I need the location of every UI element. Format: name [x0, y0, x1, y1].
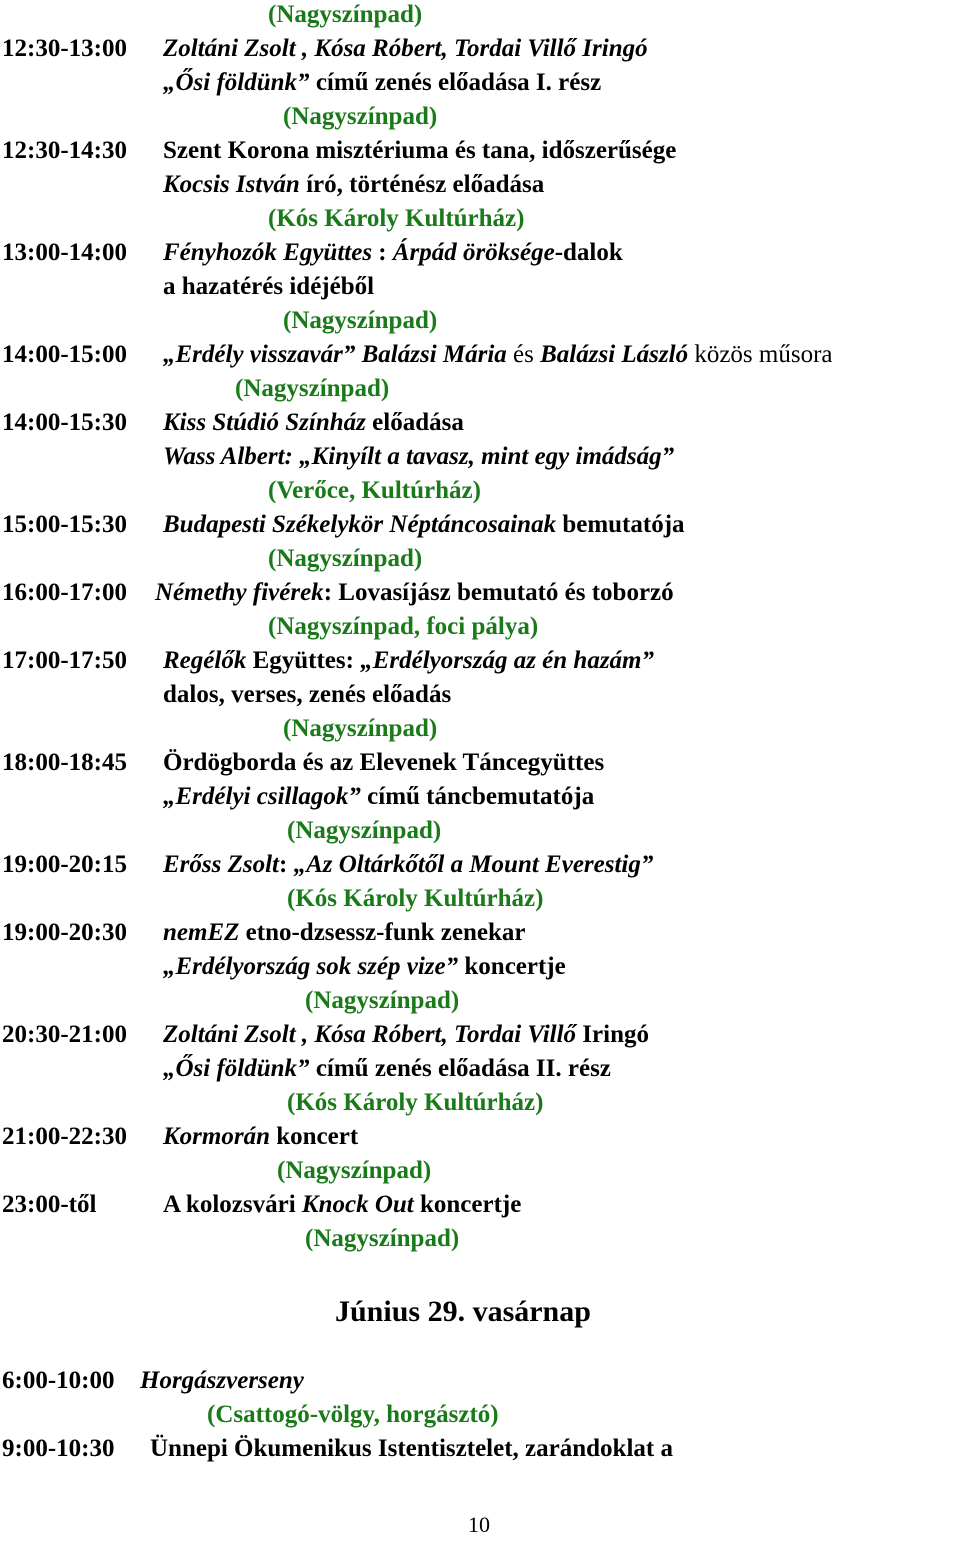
time-slot: 13:00-14:00 — [2, 239, 127, 266]
event-description — [163, 918, 526, 948]
venue-label: (Kós Károly Kultúrház) — [287, 1089, 544, 1116]
event-description — [163, 34, 648, 64]
text-run: „Ősi földünk” — [163, 69, 310, 96]
text-run: című zenés előadása I. rész — [309, 69, 602, 96]
text-run: Iringó — [576, 1021, 649, 1048]
venue-label: (Nagyszínpad) — [283, 103, 438, 130]
text-run: A kolozsvári — [163, 1191, 302, 1218]
program-line — [2, 510, 960, 540]
event-description — [163, 1122, 358, 1152]
text-run: közös műsora — [688, 341, 833, 368]
venue-label: (Csattogó-völgy, horgásztó) — [207, 1401, 499, 1428]
program-line — [2, 850, 960, 880]
time-slot: 12:30-14:30 — [2, 137, 127, 164]
text-run: Knock Out — [301, 1191, 414, 1218]
event-description — [163, 136, 676, 166]
text-run: Erőss Zsolt — [163, 851, 280, 878]
venue-label: (Nagyszínpad) — [268, 545, 423, 572]
text-run: Balázsi László — [540, 341, 689, 368]
program-line — [2, 1434, 960, 1464]
text-run: Balázsi Mária — [361, 341, 507, 368]
program-line — [2, 170, 960, 200]
text-run: bemutatója — [556, 511, 685, 538]
day-heading: Június 29. vasárnap — [335, 1295, 591, 1328]
program-line — [2, 408, 960, 438]
program-line — [2, 1122, 960, 1152]
text-run: Fényhozók Együttes — [163, 239, 373, 266]
program-line — [2, 952, 960, 982]
program-line — [2, 748, 960, 778]
text-run: Árpád öröksége — [392, 239, 555, 266]
text-run: című zenés előadása II. rész — [309, 1055, 611, 1082]
program-line — [2, 136, 960, 166]
program-line — [2, 68, 960, 98]
text-run: „Az Oltárkőtől a Mount Everestig” — [293, 851, 654, 878]
program-line — [2, 918, 960, 948]
program-line — [2, 272, 960, 302]
event-description — [150, 1434, 673, 1464]
event-description — [163, 1020, 649, 1050]
time-slot: 19:00-20:15 — [2, 851, 127, 878]
text-run: Kocsis István — [163, 171, 300, 198]
event-description — [163, 170, 544, 200]
text-run: dalos, verses, zenés előadás — [163, 681, 452, 708]
program-line — [2, 442, 960, 472]
venue-label: (Nagyszínpad) — [305, 987, 460, 1014]
text-run: és — [506, 341, 541, 368]
text-run: koncert — [269, 1123, 359, 1150]
text-run: Horgászverseny — [140, 1367, 304, 1394]
venue-label: (Nagyszínpad) — [268, 1, 423, 28]
time-slot: 12:30-13:00 — [2, 35, 127, 62]
event-description — [163, 340, 833, 370]
event-description — [163, 1054, 611, 1084]
program-line — [2, 1020, 960, 1050]
event-description — [163, 850, 653, 880]
venue-label: (Nagyszínpad) — [283, 715, 438, 742]
event-description — [163, 68, 601, 98]
time-slot: 15:00-15:30 — [2, 511, 127, 538]
text-run: előadása — [365, 409, 464, 436]
text-run: Budapesti Székelykör Néptáncosainak — [163, 511, 557, 538]
venue-label: (Nagyszínpad) — [305, 1225, 460, 1252]
event-description — [163, 952, 566, 982]
text-run: etno-dzsessz-funk zenekar — [239, 919, 526, 946]
time-slot: 9:00-10:30 — [2, 1435, 115, 1462]
text-run: Kiss Stúdió Színház — [163, 409, 366, 436]
text-run: „Erdély visszavár” — [163, 341, 356, 368]
program-line — [2, 1190, 960, 1220]
text-run: író, történész előadása — [299, 171, 545, 198]
event-description — [140, 1366, 304, 1396]
text-run: „Ősi földünk” — [163, 1055, 310, 1082]
text-run: Kormorán — [163, 1123, 270, 1150]
text-run: „Erdélyország sok szép vize” — [163, 953, 459, 980]
venue-label: (Verőce, Kultúrház) — [268, 477, 481, 504]
time-slot: 17:00-17:50 — [2, 647, 127, 674]
event-description — [163, 680, 451, 710]
text-run: a hazatérés idéjéből — [163, 273, 375, 300]
time-slot: 23:00-től — [2, 1191, 97, 1218]
event-description — [163, 1190, 521, 1220]
venue-label: (Nagyszínpad) — [235, 375, 390, 402]
event-description — [163, 748, 604, 778]
event-description — [163, 782, 594, 812]
program-line — [2, 680, 960, 710]
text-run: : — [372, 239, 393, 266]
time-slot: 14:00-15:30 — [2, 409, 127, 436]
time-slot: 21:00-22:30 — [2, 1123, 127, 1150]
text-run: Némethy fivérek — [155, 579, 324, 606]
program-line — [2, 340, 960, 370]
venue-label: (Nagyszínpad, foci pálya) — [268, 613, 539, 640]
text-run: : Lovasíjász bemutató és toborzó — [323, 579, 674, 606]
text-run: koncertje — [458, 953, 566, 980]
venue-label: (Kós Károly Kultúrház) — [287, 885, 544, 912]
text-run: Regélők — [163, 647, 247, 674]
program-line — [2, 578, 960, 608]
text-run: : — [279, 851, 294, 878]
text-run: Ördögborda és az Elevenek Táncegyüttes — [163, 749, 605, 776]
text-run: Wass Albert: „Kinyílt a tavasz, mint egy imádság” — [163, 443, 675, 470]
time-slot: 16:00-17:00 — [2, 579, 127, 606]
event-description — [163, 442, 674, 472]
event-description — [163, 272, 374, 302]
text-run: koncertje — [413, 1191, 522, 1218]
text-run: Együttes: — [246, 647, 361, 674]
venue-label: (Nagyszínpad) — [277, 1157, 432, 1184]
text-run: Zoltáni Zsolt , Kósa Róbert, Tordai Villő — [163, 1021, 577, 1048]
venue-label: (Nagyszínpad) — [283, 307, 438, 334]
venue-label: (Kós Károly Kultúrház) — [268, 205, 525, 232]
program-line — [2, 1366, 960, 1396]
time-slot: 18:00-18:45 — [2, 749, 127, 776]
text-run: című táncbemutatója — [360, 783, 595, 810]
time-slot: 6:00-10:00 — [2, 1367, 115, 1394]
text-run: Ünnepi Ökumenikus Istentisztelet, zarándoklat a — [150, 1435, 673, 1462]
program-line — [2, 34, 960, 64]
program-line — [2, 646, 960, 676]
page-number: 10 — [468, 1512, 490, 1537]
event-description — [163, 408, 464, 438]
text-run: „Erdélyi csillagok” — [163, 783, 361, 810]
time-slot: 14:00-15:00 — [2, 341, 127, 368]
text-run: Szent Korona misztériuma és tana, időszerűsége — [163, 137, 677, 164]
program-line — [2, 238, 960, 268]
program-line — [2, 782, 960, 812]
program-line — [2, 1054, 960, 1084]
text-run: -dalok — [554, 239, 623, 266]
event-description — [163, 510, 685, 540]
event-description — [155, 578, 674, 608]
event-description — [163, 238, 623, 268]
text-run: Zoltáni Zsolt , Kósa Róbert, Tordai Villő Iringó — [163, 35, 648, 62]
time-slot: 20:30-21:00 — [2, 1021, 127, 1048]
text-run: „Erdélyország az én hazám” — [360, 647, 655, 674]
venue-label: (Nagyszínpad) — [287, 817, 442, 844]
time-slot: 19:00-20:30 — [2, 919, 127, 946]
event-description — [163, 646, 654, 676]
text-run: nemEZ — [163, 919, 240, 946]
